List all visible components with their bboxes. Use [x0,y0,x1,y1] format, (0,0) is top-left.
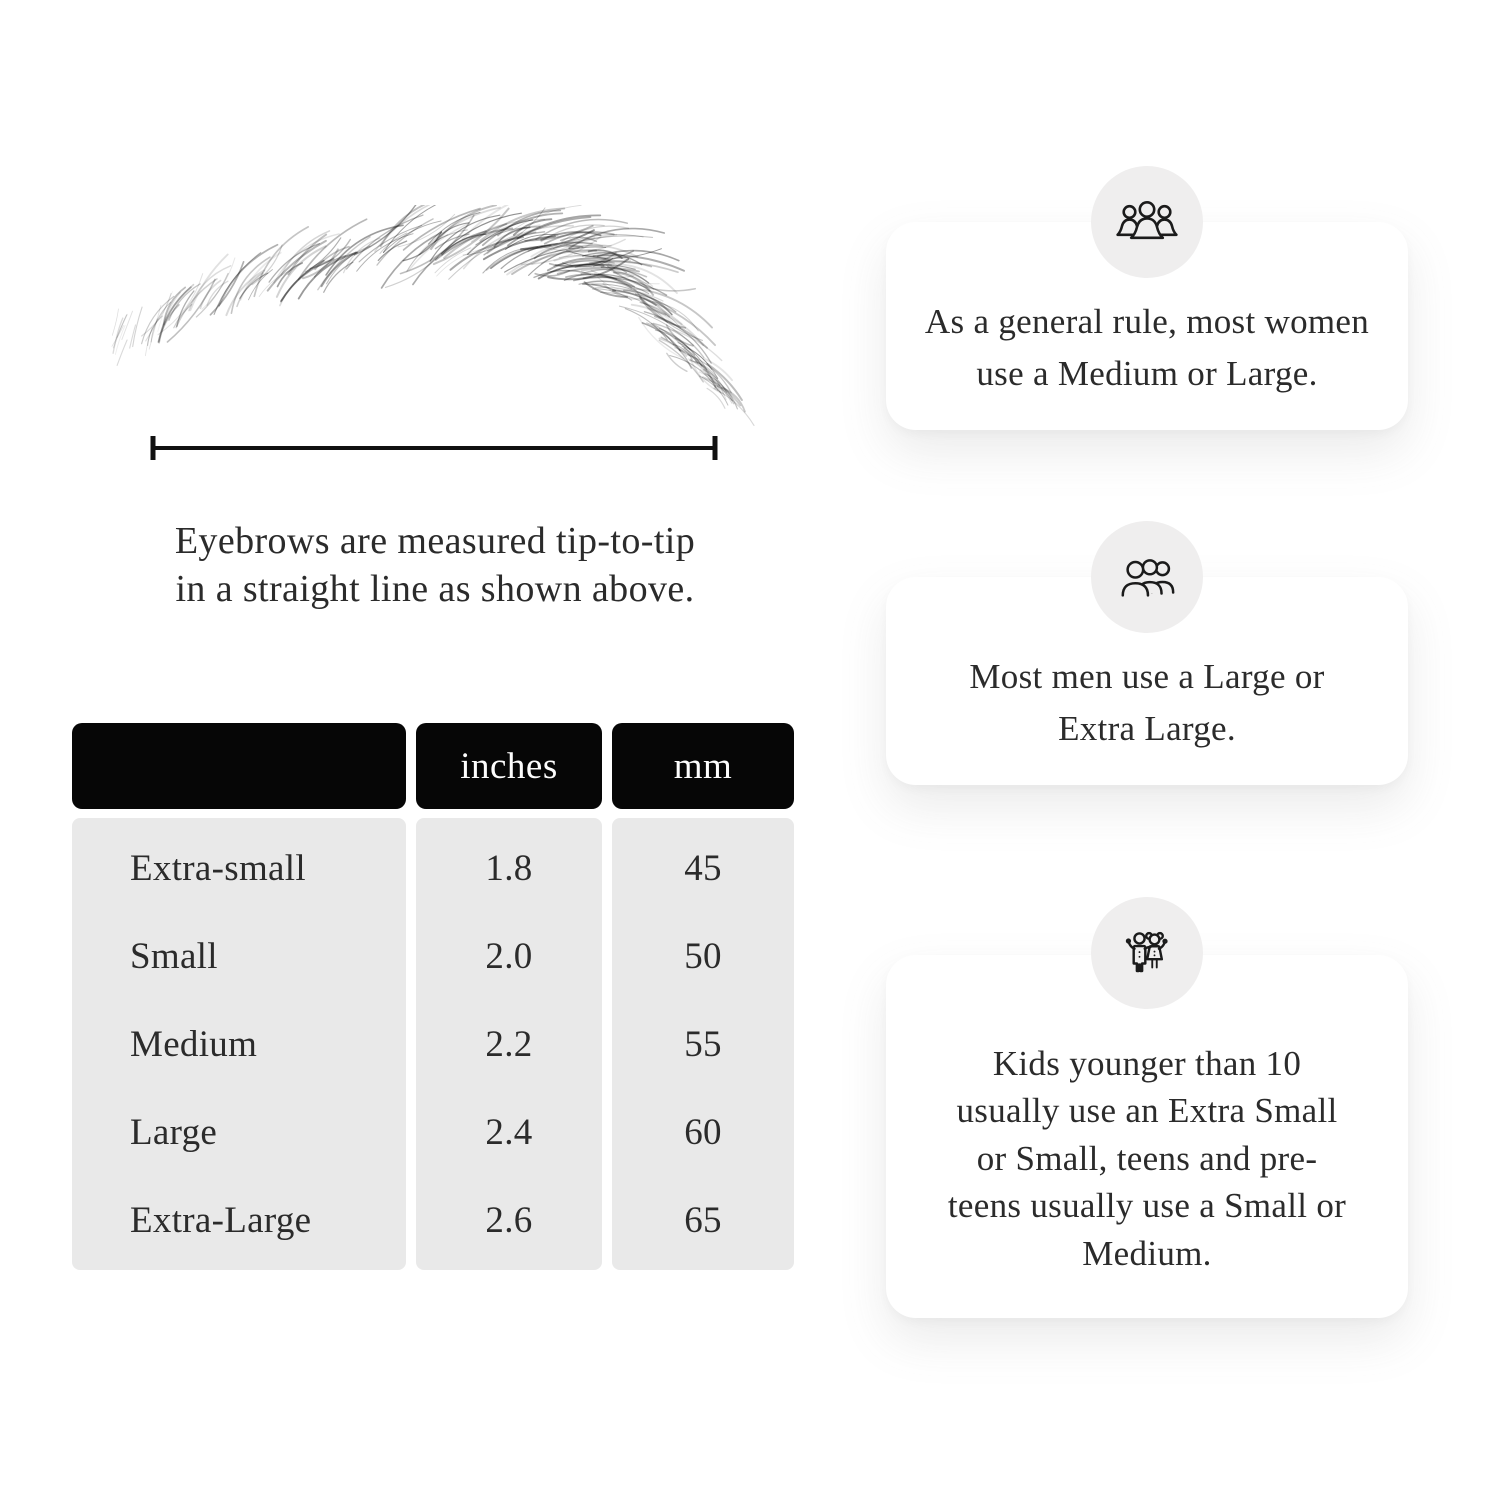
measurement-line [148,433,720,468]
icon-badge-kids [1091,897,1203,1009]
table-cell-inches: 2.0 [485,935,533,977]
table-cell-size: Extra-small [130,847,306,889]
table-cell-size: Large [130,1111,218,1153]
table-cell-inches: 1.8 [485,847,533,889]
tip-text-men: Most men use a Large or Extra Large. [969,656,1325,748]
measurement-line-graphic [148,433,720,463]
table-cell-size: Small [130,935,218,977]
table-header-size [72,723,406,809]
eyebrow-illustration [105,205,795,445]
table-cell-mm: 50 [684,935,722,977]
table-cell-mm: 55 [684,1023,722,1065]
icon-badge-men [1091,521,1203,633]
caption-line-2: in a straight line as shown above. [175,567,695,610]
icon-badge-women [1091,166,1203,278]
men-group-icon [1116,553,1178,601]
tip-text-women: As a general rule, most women use a Medium or Large. [924,301,1370,393]
table-cell-inches: 2.4 [485,1111,533,1153]
table-column-inches [416,818,602,1270]
table-header-inches: inches [416,723,602,809]
caption-line-1: Eyebrows are measured tip-to-tip [174,520,696,562]
table-cell-inches: 2.6 [485,1199,533,1241]
table-column-mm [612,818,794,1270]
size-chart-table [72,723,794,1270]
table-cell-size: Extra-Large [130,1199,312,1241]
kids-icon [1117,927,1177,979]
table-cell-size: Medium [130,1023,258,1065]
women-group-icon [1115,197,1179,247]
table-cell-inches: 2.2 [485,1023,533,1065]
tip-text-kids: Kids younger than 10 usually use an Extra Small or Small, teens and pre-teens usually use a Small or Medium. [947,1043,1347,1273]
table-cell-mm: 65 [684,1199,722,1241]
measurement-caption [95,518,775,614]
table-column-sizes [72,818,406,1270]
table-header-mm: mm [612,723,794,809]
table-cell-mm: 45 [684,847,722,889]
tip-card-kids [886,955,1408,1318]
table-cell-mm: 60 [684,1111,722,1153]
